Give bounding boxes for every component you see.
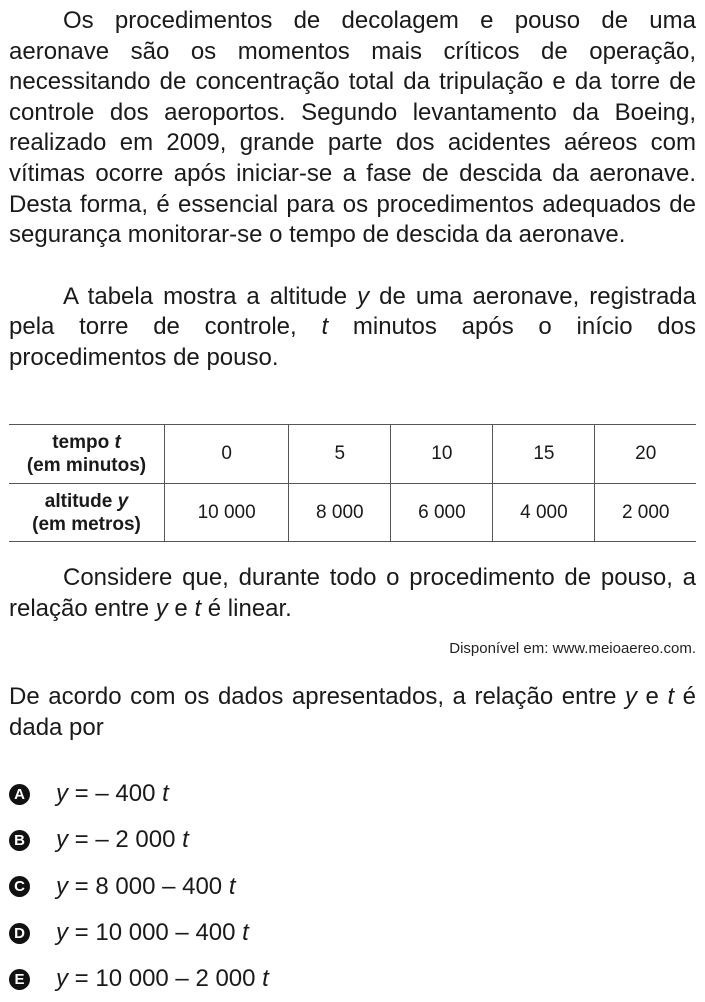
table-row-altitude [9, 484, 696, 542]
table-row-time [9, 425, 696, 484]
table-intro-text-1: A tabela mostra a altitude [63, 282, 358, 310]
question-prompt: De acordo com os dados apresentados, a relação entre y e t é dada por [9, 683, 697, 741]
altitude-cell: 8 000 [289, 484, 391, 542]
option-text: y = 10 000 – 400 t [56, 919, 249, 947]
option-letter-badge: B [9, 830, 30, 851]
option-text: y = – 400 t [56, 780, 169, 808]
consider-paragraph: Considere que, durante todo o procedimento de pouso, a relação entre y e t é linear. [9, 564, 696, 622]
altitude-table [9, 424, 696, 542]
option-text: y = – 2 000 t [56, 826, 189, 854]
variable-y: y [357, 282, 370, 310]
option-letter-badge: E [9, 969, 30, 990]
option-d[interactable] [9, 910, 696, 956]
option-letter-badge: A [9, 784, 30, 805]
option-e[interactable] [9, 956, 696, 1002]
question-page [9, 6, 697, 993]
time-header-cell: tempo t (em minutos) [9, 425, 165, 484]
intro-paragraph: Os procedimentos de decolagem e pouso de uma aeronave são os momentos mais críticos de operação, necessitando de concentração total da tripulação e da torre de controle dos aeroportos. Segundo levantamento da Boeing, realizado em 2009, grande parte dos acidentes aéreos com vítimas ocorre após iniciar-se a fase de descida da aeronave. Desta forma, é essencial para os procedimentos adequados de segurança monitorar-se o tempo de descida da aeronave. [9, 7, 696, 249]
table-intro-text-3: minutos após o início dos procedimentos de pouso. [9, 313, 696, 371]
table-intro-text-2: de uma aeronave, registrada pela torre de controle, [9, 282, 696, 341]
altitude-cell: 2 000 [595, 484, 696, 542]
altitude-cell: 10 000 [165, 484, 289, 542]
variable-t: t [667, 683, 675, 710]
altitude-cell: 4 000 [493, 484, 595, 542]
source-citation: Disponível em: www.meioaereo.com. [449, 640, 696, 657]
table-intro-paragraph [9, 282, 696, 374]
answer-options [9, 771, 696, 1002]
altitude-header-cell: altitude y (em metros) [9, 484, 165, 542]
option-text: y = 8 000 – 400 t [56, 872, 236, 900]
variable-t: t [194, 594, 202, 622]
variable-y: y [155, 594, 168, 622]
variable-y: y [624, 683, 637, 710]
time-cell: 5 [289, 425, 391, 484]
option-c[interactable] [9, 864, 696, 910]
time-cell: 15 [493, 425, 595, 484]
time-cell: 20 [595, 425, 696, 484]
time-cell: 0 [165, 425, 289, 484]
time-cell: 10 [391, 425, 493, 484]
option-text: y = 10 000 – 2 000 t [56, 965, 269, 993]
option-a[interactable] [9, 771, 696, 817]
altitude-cell: 6 000 [391, 484, 493, 542]
variable-t: t [321, 313, 329, 341]
option-b[interactable] [9, 817, 696, 863]
option-letter-badge: D [9, 923, 30, 944]
option-letter-badge: C [9, 876, 30, 897]
